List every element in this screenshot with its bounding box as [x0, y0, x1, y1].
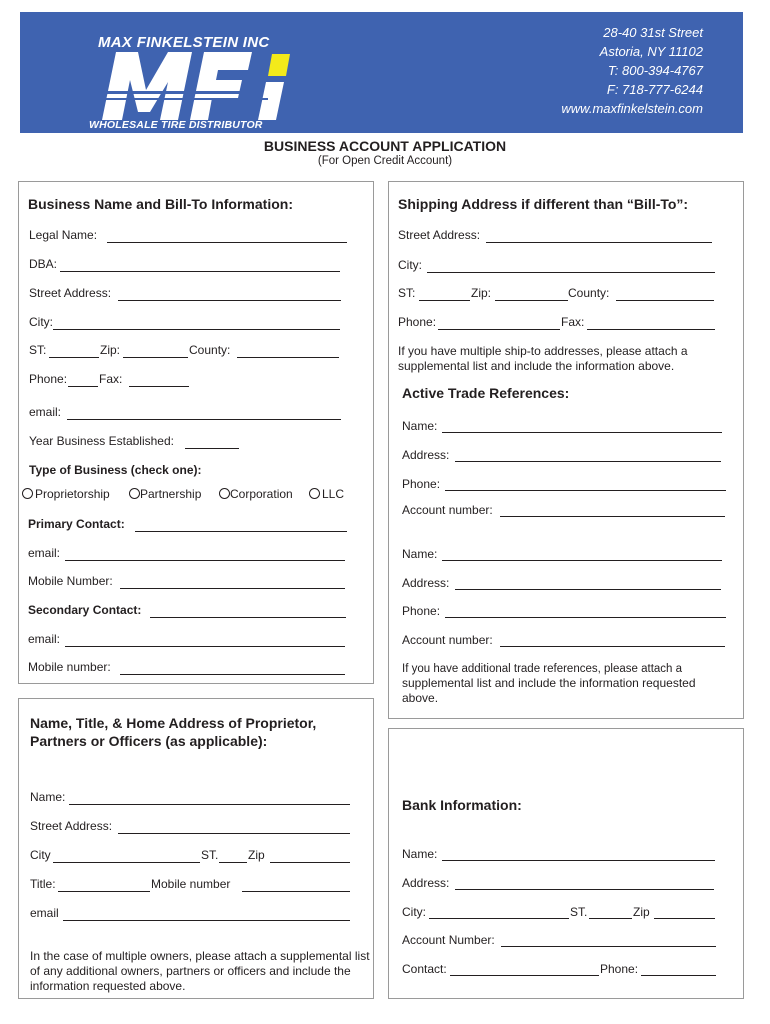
bank-panel — [388, 728, 744, 999]
trade1-phone-field[interactable] — [445, 490, 726, 491]
radio-proprietorship[interactable] — [22, 488, 33, 499]
bank-city-field[interactable] — [429, 918, 569, 919]
billto-city-label: City: — [29, 315, 53, 329]
trade2-address-label: Address: — [402, 576, 450, 590]
trade2-account-label: Account number: — [402, 633, 493, 647]
ship-street-field[interactable] — [486, 242, 712, 243]
primary-contact-label: Primary Contact: — [28, 517, 125, 531]
trade2-name-field[interactable] — [442, 560, 722, 561]
radio-llc[interactable] — [309, 488, 320, 499]
billto-email-field[interactable] — [67, 419, 341, 420]
billto-fax-label: Fax: — [99, 372, 123, 386]
ship-street-label: Street Address: — [398, 228, 481, 242]
secondary-mobile-label: Mobile number: — [28, 660, 111, 674]
primary-email-field[interactable] — [65, 560, 345, 561]
billto-title: Business Name and Bill-To Information: — [28, 196, 293, 212]
bank-account-field[interactable] — [501, 946, 716, 947]
owner-mobile-label: Mobile number — [151, 877, 231, 891]
ship-zip-label: Zip: — [471, 286, 492, 300]
trade1-account-field[interactable] — [500, 516, 725, 517]
ship-phone-field[interactable] — [438, 329, 560, 330]
phone-line: T: 800-394-4767 — [607, 63, 703, 78]
owners-title-line-1: Name, Title, & Home Address of Proprietor, — [30, 715, 317, 731]
bank-contact-field[interactable] — [450, 975, 599, 976]
owner-zip-field[interactable] — [270, 862, 350, 863]
year-established-label: Year Business Established: — [29, 434, 174, 448]
radio-partnership[interactable] — [129, 488, 140, 499]
ship-city-label: City: — [398, 258, 422, 272]
owner-zip-label: Zip — [248, 848, 265, 862]
owner-street-label: Street Address: — [30, 819, 113, 833]
ship-zip-field[interactable] — [495, 300, 568, 301]
ship-county-label: County: — [568, 286, 610, 300]
billto-county-label: County: — [189, 343, 231, 357]
bank-st-label: ST. — [570, 905, 588, 919]
company-name: MAX FINKELSTEIN INC — [98, 34, 270, 51]
billto-st-label: ST: — [29, 343, 47, 357]
ship-county-field[interactable] — [616, 300, 714, 301]
billto-fax-field[interactable] — [129, 386, 189, 387]
primary-mobile-label: Mobile Number: — [28, 574, 113, 588]
ship-phone-label: Phone: — [398, 315, 437, 329]
option-partnership-label: Partnership — [140, 487, 202, 501]
trade1-address-field[interactable] — [455, 461, 721, 462]
bank-contact-label: Contact: — [402, 962, 447, 976]
business-type-label: Type of Business (check one): — [29, 463, 202, 477]
ship-fax-field[interactable] — [587, 329, 715, 330]
shipping-note: If you have multiple ship-to addresses, please attach a supplemental list and include the information above. — [398, 344, 688, 373]
secondary-email-field[interactable] — [65, 646, 345, 647]
header-banner — [20, 12, 743, 133]
bank-address-field[interactable] — [455, 889, 714, 890]
bank-city-label: City: — [402, 905, 426, 919]
billto-street-label: Street Address: — [29, 286, 112, 300]
trade1-name-field[interactable] — [442, 432, 722, 433]
bank-zip-field[interactable] — [654, 918, 715, 919]
dba-label: DBA: — [29, 257, 58, 271]
billto-phone-label: Phone: — [29, 372, 68, 386]
billto-county-field[interactable] — [237, 357, 339, 358]
option-corporation-label: Corporation — [230, 487, 293, 501]
secondary-contact-label: Secondary Contact: — [28, 603, 142, 617]
dba-field[interactable] — [60, 271, 340, 272]
billto-zip-field[interactable] — [123, 357, 188, 358]
legal-name-field[interactable] — [107, 242, 347, 243]
owner-email-label: email — [30, 906, 59, 920]
trade1-address-label: Address: — [402, 448, 450, 462]
bank-st-field[interactable] — [589, 918, 632, 919]
trade2-phone-label: Phone: — [402, 604, 441, 618]
bank-phone-label: Phone: — [600, 962, 639, 976]
owner-name-label: Name: — [30, 790, 66, 804]
primary-email-label: email: — [28, 546, 61, 560]
trade2-address-field[interactable] — [455, 589, 721, 590]
ship-city-field[interactable] — [427, 272, 715, 273]
bank-title: Bank Information: — [402, 797, 522, 813]
owner-city-field[interactable] — [53, 862, 200, 863]
billto-city-field[interactable] — [53, 329, 340, 330]
trade2-account-field[interactable] — [500, 646, 725, 647]
bank-address-label: Address: — [402, 876, 450, 890]
billto-phone-field[interactable] — [68, 386, 98, 387]
trade-title: Active Trade References: — [402, 385, 570, 401]
year-established-field[interactable] — [185, 448, 239, 449]
billto-email-label: email: — [29, 405, 62, 419]
ship-st-field[interactable] — [419, 300, 470, 301]
owner-st-field[interactable] — [219, 862, 247, 863]
option-proprietorship-label: Proprietorship — [35, 487, 110, 501]
secondary-mobile-field[interactable] — [120, 674, 345, 675]
owners-panel — [18, 698, 374, 999]
secondary-contact-field[interactable] — [150, 617, 346, 618]
mfi-logo — [94, 46, 294, 124]
fax-line: F: 718-777-6244 — [606, 82, 703, 97]
owner-title-field[interactable] — [58, 891, 150, 892]
trade-note-line-2: supplemental list and include the information requested above. — [402, 676, 696, 705]
billto-st-field[interactable] — [49, 357, 99, 358]
primary-contact-field[interactable] — [135, 531, 347, 532]
owners-title-line-2: Partners or Officers (as applicable): — [30, 733, 268, 749]
owner-name-field[interactable] — [69, 804, 350, 805]
bank-zip-label: Zip — [633, 905, 650, 919]
ship-fax-label: Fax: — [561, 315, 585, 329]
trade1-name-label: Name: — [402, 419, 438, 433]
secondary-email-label: email: — [28, 632, 61, 646]
bank-account-label: Account Number: — [402, 933, 495, 947]
address-line-2: Astoria, NY 11102 — [599, 44, 703, 59]
trade2-name-label: Name: — [402, 547, 438, 561]
website-line: www.maxfinkelstein.com — [561, 101, 703, 116]
trade1-phone-label: Phone: — [402, 477, 441, 491]
page-title: BUSINESS ACCOUNT APPLICATION — [263, 138, 507, 154]
bank-phone-field[interactable] — [641, 975, 716, 976]
address-line-1: 28-40 31st Street — [603, 25, 703, 40]
bank-name-field[interactable] — [442, 860, 715, 861]
shipping-panel — [388, 181, 744, 377]
billto-street-field[interactable] — [118, 300, 341, 301]
owner-st-label: ST. — [201, 848, 219, 862]
owner-title-label: Title: — [30, 877, 56, 891]
bank-name-label: Name: — [402, 847, 438, 861]
radio-corporation[interactable] — [219, 488, 230, 499]
trade1-account-label: Account number: — [402, 503, 493, 517]
trade-references-panel — [388, 376, 744, 719]
billto-panel — [18, 181, 374, 684]
primary-mobile-field[interactable] — [120, 588, 345, 589]
company-tagline: WHOLESALE TIRE DISTRIBUTOR — [89, 119, 263, 131]
owner-street-field[interactable] — [118, 833, 350, 834]
owners-note: In the case of multiple owners, please attach a supplemental list of any additional owners, partners or officers and include the information requested above. — [30, 949, 370, 993]
billto-zip-label: Zip: — [100, 343, 121, 357]
option-llc-label: LLC — [322, 487, 345, 501]
legal-name-label: Legal Name: — [29, 228, 98, 242]
owner-email-field[interactable] — [63, 920, 350, 921]
ship-st-label: ST: — [398, 286, 416, 300]
trade2-phone-field[interactable] — [445, 617, 726, 618]
owner-city-label: City — [30, 848, 51, 862]
owner-mobile-field[interactable] — [242, 891, 350, 892]
trade-note-line-1: If you have additional trade references, please attach a — [402, 663, 683, 675]
shipping-title: Shipping Address if different than “Bill-To”: — [398, 196, 689, 212]
page-subtitle: (For Open Credit Account) — [317, 155, 453, 167]
